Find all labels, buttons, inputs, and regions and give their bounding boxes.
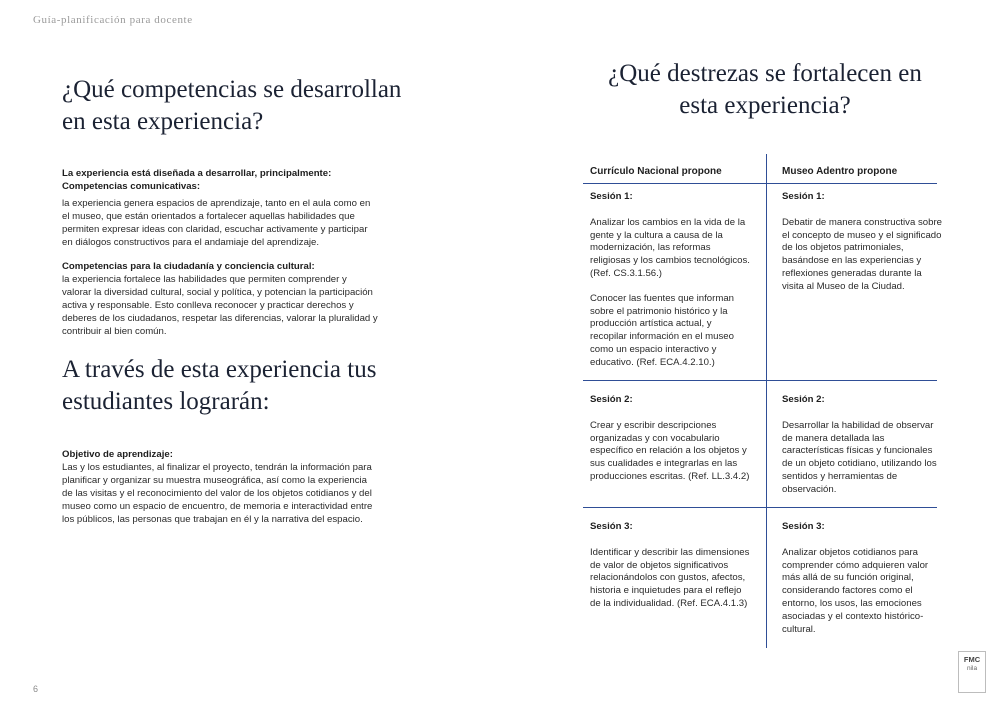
col-head-curriculo: Currículo Nacional propone xyxy=(590,166,722,177)
intro-bold: La experiencia está diseñada a desarrollar, principalmente: xyxy=(62,168,332,179)
session-3-label: Sesión 3: xyxy=(590,521,633,532)
title-competencias: ¿Qué competencias se desarrollan en esta experiencia? xyxy=(62,76,402,135)
session-2-label-museo: Sesión 2: xyxy=(782,394,825,405)
objetivo-text: Las y los estudiantes, al finalizar el proyecto, tendrán la información para planificar y organizar su muestra museográfica, así como la experiencia de las visitas y el reconocimiento del valor de los objetos cotidianos y del museo como un espacio de encuentro, de memoria e interactividad entre los públicos, las personas que trabajan en él y la narrativa del espacio. xyxy=(62,461,373,525)
session-2-curriculo-text: Crear y escribir descripciones organizadas y con vocabulario específico en relación a los objetos y sus cualidades e integrarlas en las producciones escritas. (Ref. LL.3.4.2) xyxy=(590,419,750,482)
table-rule-header xyxy=(583,183,937,184)
col-head-museo: Museo Adentro propone xyxy=(782,166,898,177)
session-2-museo-text: Desarrollar la habilidad de observar de manera detallada las características físicas y funcionales de un objeto cotidiano, utilizando los sentidos y herramientas de observación. xyxy=(782,419,937,495)
table-rule-session-1 xyxy=(583,380,937,381)
objetivo-block xyxy=(62,449,378,526)
session-3-museo xyxy=(782,521,942,636)
session-3-curriculo-text: Identificar y describir las dimensiones de valor de objetos significativos relacionándolos con gustos, afectos, historia e inquietudes para el reflejo de la individualidad. (Ref. ECA.4.1.3) xyxy=(590,546,750,609)
running-head: Guía-planificación para docente xyxy=(33,14,193,26)
title-lograran: A través de esta experiencia tus estudiantes lograrán: xyxy=(62,356,377,415)
session-2-label: Sesión 2: xyxy=(590,394,633,405)
session-2-museo xyxy=(782,394,942,497)
publisher-logo xyxy=(958,651,986,693)
title-destrezas: ¿Qué destrezas se fortalecen en esta experiencia? xyxy=(608,60,922,119)
competencias-block xyxy=(62,168,378,339)
session-1-museo xyxy=(782,191,942,294)
page-number: 6 xyxy=(33,684,39,694)
table-rule-session-2 xyxy=(583,507,937,508)
session-3-museo-text: Analizar objetos cotidianos para comprender cómo adquieren valor más allá de su función original, considerando factores como el entorno, los usos, las emociones asociadas y el contexto histórico-cultural. xyxy=(782,546,929,635)
comunicativas-text: la experiencia genera espacios de aprendizaje, tanto en el aula como en el museo, que están orientados a fortalecer aquellas habilidades que permiten expresar ideas con claridad, escuchar activamente y participar en diálogos constructivos para el andamiaje del aprendizaje. xyxy=(62,197,371,248)
table-vertical-rule xyxy=(766,154,767,648)
logo-line-2: nila xyxy=(966,665,978,672)
comunicativas-heading: Competencias comunicativas: xyxy=(62,180,201,192)
objetivo-heading: Objetivo de aprendizaje: xyxy=(62,449,173,460)
session-3-label-museo: Sesión 3: xyxy=(782,521,825,532)
session-1-curriculo-text-2: Conocer las fuentes que informan sobre el patrimonio histórico y la producción artística actual, y recopilar información en el museo como un espacio interactivo y educativo. (Ref. ECA.4.2.10.) xyxy=(590,292,734,368)
ciudadania-text: la experiencia fortalece las habilidades que permiten comprender y valorar la diversidad cultural, social y política, y potencian la participación activa y responsable. Esto conlleva reconocer y practicar derechos y deberes de los ciudadanos, respetar las diferencias, valorar la pluralidad y contribuir al bien común. xyxy=(62,274,378,337)
session-1-museo-text: Debatir de manera constructiva sobre el concepto de museo y el significado de los objetos patrimoniales, basándose en las experiencias y reflexiones generadas durante la visita al Museo de la Ciudad. xyxy=(782,216,942,292)
session-1-label-museo: Sesión 1: xyxy=(782,191,825,202)
session-1-curriculo-text-1: Analizar los cambios en la vida de la gente y la cultura a causa de la modernización, las reformas religiosas y los cambios tecnológicos. (Ref. CS.3.1.56.) xyxy=(590,216,750,279)
ciudadania-heading: Competencias para la ciudadanía y conciencia cultural: xyxy=(62,261,315,273)
session-1-label: Sesión 1: xyxy=(590,191,633,202)
session-3-curriculo xyxy=(590,521,750,611)
logo-line-1: FMC xyxy=(963,655,981,664)
session-1-curriculo xyxy=(590,191,750,370)
session-2-curriculo xyxy=(590,394,750,484)
